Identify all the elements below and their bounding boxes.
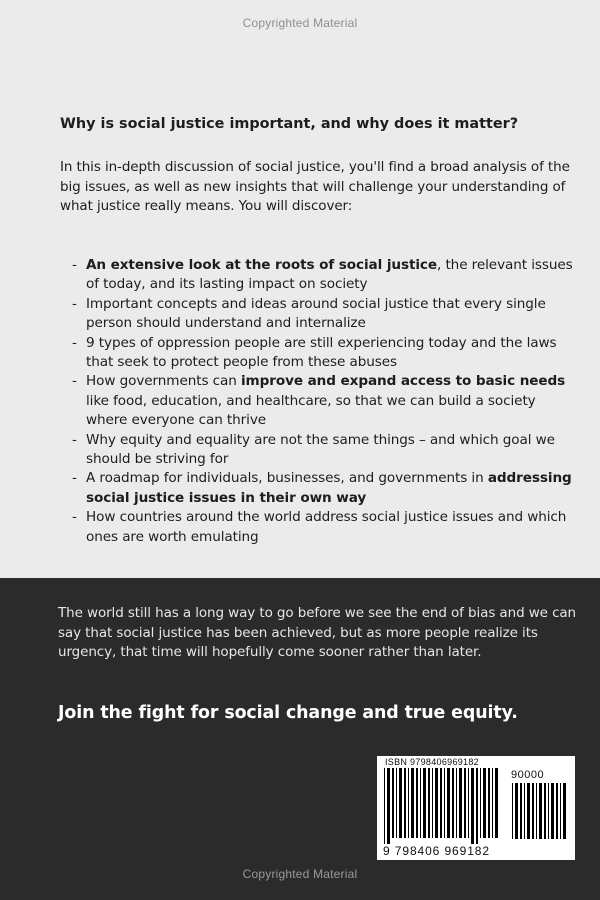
barcode-bar (468, 768, 469, 838)
barcode-bar (435, 768, 438, 838)
barcode-addon-bars-icon (511, 783, 569, 845)
barcode-bar (392, 768, 394, 838)
list-dash: - (72, 334, 77, 351)
list-item-bold-text: improve and expand access to basic needs (241, 373, 566, 390)
barcode-bar (515, 783, 518, 839)
barcode-bar (520, 783, 522, 839)
list-item-text: How countries around the world address social justice issues and which ones are worth emulating (86, 509, 567, 545)
barcode-bar (512, 783, 513, 839)
barcode-bar (548, 783, 549, 839)
list-dash: - (72, 431, 77, 448)
barcode-bar (408, 768, 409, 838)
barcode-bar (544, 783, 546, 839)
intro-paragraph: In this in-depth discussion of social justice, you'll find a broad analysis of the big issues, as well as new insights that will challenge your understanding of what justice really means. You will discover: (60, 159, 570, 214)
call-to-action: Join the fight for social change and true equity. (58, 703, 518, 723)
barcode-bar (396, 768, 397, 838)
list-item (72, 508, 580, 547)
list-item (72, 372, 580, 430)
barcode-bar (492, 768, 493, 838)
barcode-bars-icon (383, 768, 501, 844)
barcode-bar (384, 768, 385, 844)
list-item (72, 334, 580, 373)
barcode-bar (539, 783, 542, 839)
barcode-bar (476, 768, 478, 844)
barcode-bar (399, 768, 402, 838)
barcode-bar (563, 783, 566, 839)
barcode-bar (411, 768, 414, 838)
barcode-bar (428, 768, 430, 838)
copyright-watermark-top: Copyrighted Material (242, 16, 358, 30)
list-item-text: 9 types of oppression people are still experiencing today and the laws that seek to protect people from these abuses (86, 334, 557, 371)
barcode-bar (420, 768, 421, 838)
barcode-bar (404, 768, 406, 838)
barcode-bar (480, 768, 481, 838)
list-dash: - (72, 509, 77, 526)
headline-question: Why is social justice important, and why does it matter? (60, 116, 519, 132)
barcode-bar (536, 783, 537, 839)
closing-paragraph: The world still has a long way to go before we see the end of bias and we can say that social justice has been achieved, but as more people realize its urgency, that time will hopefully come sooner rather than later. (58, 605, 577, 660)
list-item-text: A roadmap for individuals, businesses, and governments in (86, 470, 488, 487)
list-item (72, 256, 580, 295)
barcode-digits: 9 798406 969182 (383, 844, 490, 858)
barcode-bar (471, 768, 474, 844)
barcode-bar (456, 768, 457, 838)
barcode-bar (483, 768, 486, 838)
barcode-bar (464, 768, 466, 838)
barcode-bar (447, 768, 450, 838)
barcode-bar (459, 768, 462, 838)
barcode-bar (440, 768, 442, 838)
barcode-bar (387, 768, 390, 844)
isbn-barcode (377, 756, 575, 860)
list-item (72, 469, 580, 508)
barcode-bar (432, 768, 433, 838)
list-item-bold-text: addressing social justice issues in their own way (86, 470, 572, 506)
copyright-watermark-bottom: Copyrighted Material (242, 867, 358, 881)
barcode-bar (527, 783, 530, 839)
list-item-text: Why equity and equality are not the same things – and which goal we should be striving for (86, 431, 555, 468)
barcode-bar (423, 768, 426, 838)
barcode-bar (560, 783, 561, 839)
barcode-bar (444, 768, 445, 838)
list-item-text: , the relevant issues of today, and its lasting impact on society (86, 257, 573, 293)
list-item-text: How governments can (86, 373, 241, 390)
list-dash: - (72, 470, 77, 487)
list-item-bold-text: An extensive look at the roots of social justice (86, 257, 437, 273)
list-item (72, 295, 580, 334)
list-item-text: like food, education, and healthcare, so that we can build a society where everyone can thrive (86, 392, 536, 429)
barcode-bar (556, 783, 558, 839)
discovery-list (72, 256, 580, 547)
barcode-bar (524, 783, 525, 839)
barcode-bar (495, 768, 498, 838)
barcode-bar (551, 783, 554, 839)
list-dash: - (72, 257, 77, 273)
barcode-bar (532, 783, 534, 839)
isbn-label: ISBN 9798406969182 (385, 757, 479, 767)
barcode-bar (488, 768, 490, 838)
list-item (72, 431, 580, 470)
barcode-bar (452, 768, 454, 838)
price-addon-number: 90000 (511, 769, 545, 781)
list-dash: - (72, 373, 77, 390)
barcode-bar (416, 768, 418, 838)
list-dash: - (72, 295, 77, 312)
list-item-text: Important concepts and ideas around social justice that every single person should understand and internalize (86, 295, 546, 332)
